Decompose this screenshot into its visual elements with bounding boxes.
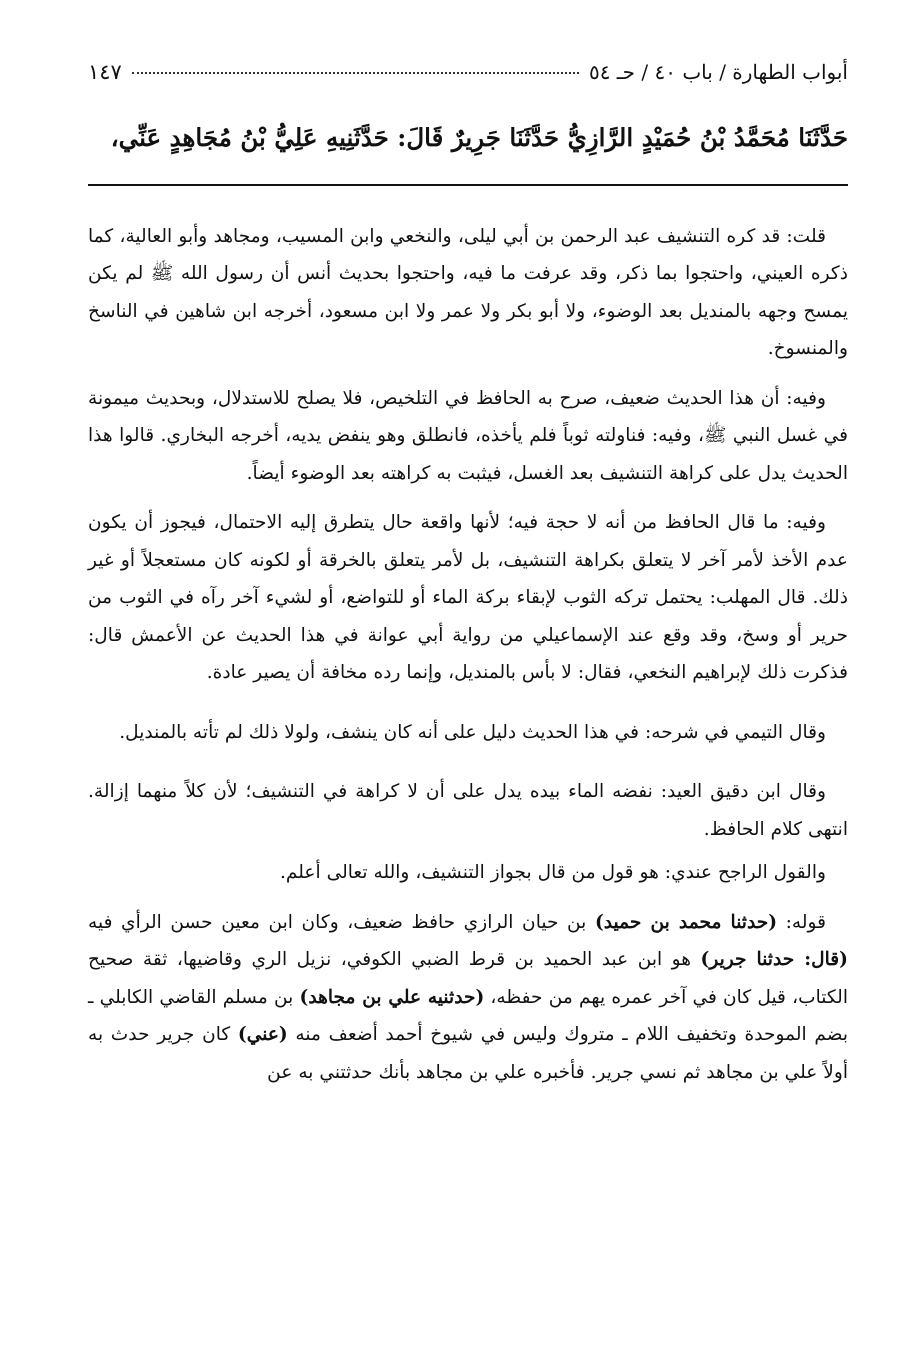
text-span: كان جرير حدث به أولاً علي بن مجاهد ثم نسي جرير. فأخبره علي بن مجاهد بأنك حدثتني به عن [88, 1024, 848, 1083]
paragraph-1: قلت: قد كره التنشيف عبد الرحمن بن أبي ليلى، والنخعي وابن المسيب، ومجاهد وأبو العالية، كما ذكره العيني، واحتجوا بما ذكر، وقد عرفت ما فيه، واحتجوا بحديث أنس أن رسول الله ﷺ لم يكن يمسح وجهه بالمنديل بعد الوضوء، ولا أبو بكر ولا عمر ولا ابن مسعود، أخرجه ابن شاهين في الناسخ والمنسوخ. [88, 225, 848, 360]
bold-quote: (حدثنيه علي بن مجاهد) [299, 986, 485, 1008]
bold-quote: (قال: حدثنا جرير) [700, 949, 848, 971]
bold-quote: (عني) [237, 1024, 288, 1046]
separator-rule [88, 184, 848, 186]
paragraph-2: وفيه: أن هذا الحديث ضعيف، صرح به الحافظ في التلخيص، فلا يصلح للاستدلال، وبحديث ميمونة في غسل النبي ﷺ، وفيه: فناولته ثوباً فلم يأخذه، فانطلق وهو ينفض يديه، أخرجه البخاري. قالوا هذا الحديث يدل على كراهة التنشيف بعد الغسل، فيثبت به كراهته بعد الوضوء أيضاً. [88, 387, 848, 484]
paragraph-4: وقال التيمي في شرحه: في هذا الحديث دليل على أنه كان ينشف، ولولا ذلك لم تأته بالمنديل. [119, 721, 826, 743]
paragraph-3: وفيه: ما قال الحافظ من أنه لا حجة فيه؛ لأنها واقعة حال يتطرق إليه الاحتمال، فيجوز أن يكون عدم الأخذ لأمر آخر لا يتعلق بكراهة التنشيف، بل لأمر يتعلق بالخرقة أو لكونه كان مستعجلاً أو غير ذلك. قال المهلب: يحتمل تركه الثوب لإبقاء بركة الماء أو للتواضع، أو لشيء آخر رآه في الثوب من حرير أو وسخ، وقد وقع عند الإسماعيلي من رواية أبي عوانة في هذا الحديث عن الأعمش قال: فذكرت ذلك لإبراهيم النخعي، فقال: لا بأس بالمنديل، وإنما رده مخافة أن يصير عادة. [88, 512, 848, 684]
paragraph-7 [88, 904, 848, 1092]
book-page [88, 60, 848, 1091]
text-span: هو ابن عبد الحميد بن قرط الضبي الكوفي، نزيل الري وقاضيها، ثقة صحيح الكتاب، قيل كان في آخر عمره يهم من حفظه، [88, 949, 848, 1008]
running-header [88, 60, 848, 100]
text-span: بن مسلم القاضي الكابلي ـ بضم الموحدة وتخفيف اللام ـ متروك وليس في شيوخ أحمد أضعف منه [88, 986, 849, 1046]
running-title: أبواب الطهارة / باب ٤٠ / حـ ٥٤ [588, 60, 848, 84]
page-number: ١٤٧ [88, 60, 122, 84]
bold-quote: (حدثنا محمد بن حميد) [594, 911, 778, 933]
commentary [88, 218, 848, 1092]
paragraph-6: والقول الراجح عندي: هو قول من قال بجواز التنشيف، والله تعالى أعلم. [279, 862, 826, 884]
dotted-leader [132, 72, 579, 74]
text-span: بن حيان الرازي حافظ ضعيف، وكان ابن معين حسن الرأي فيه [88, 911, 595, 933]
text-span: قوله: [777, 911, 827, 933]
paragraph-5: وقال ابن دقيق العيد: نفضه الماء بيده يدل على أن لا كراهة في التنشيف؛ لأن كلاً منهما إزالة. انتهى كلام الحافظ. [88, 781, 848, 840]
hadith-text: حَدَّثَنَا مُحَمَّدُ بْنُ حُمَيْدٍ الرَّازِيُّ حَدَّثَنَا جَرِيرٌ قَالَ: حَدَّثَنِيهِ عَلِيُّ بْنُ مُجَاهِدٍ عَنِّي، [110, 123, 848, 152]
